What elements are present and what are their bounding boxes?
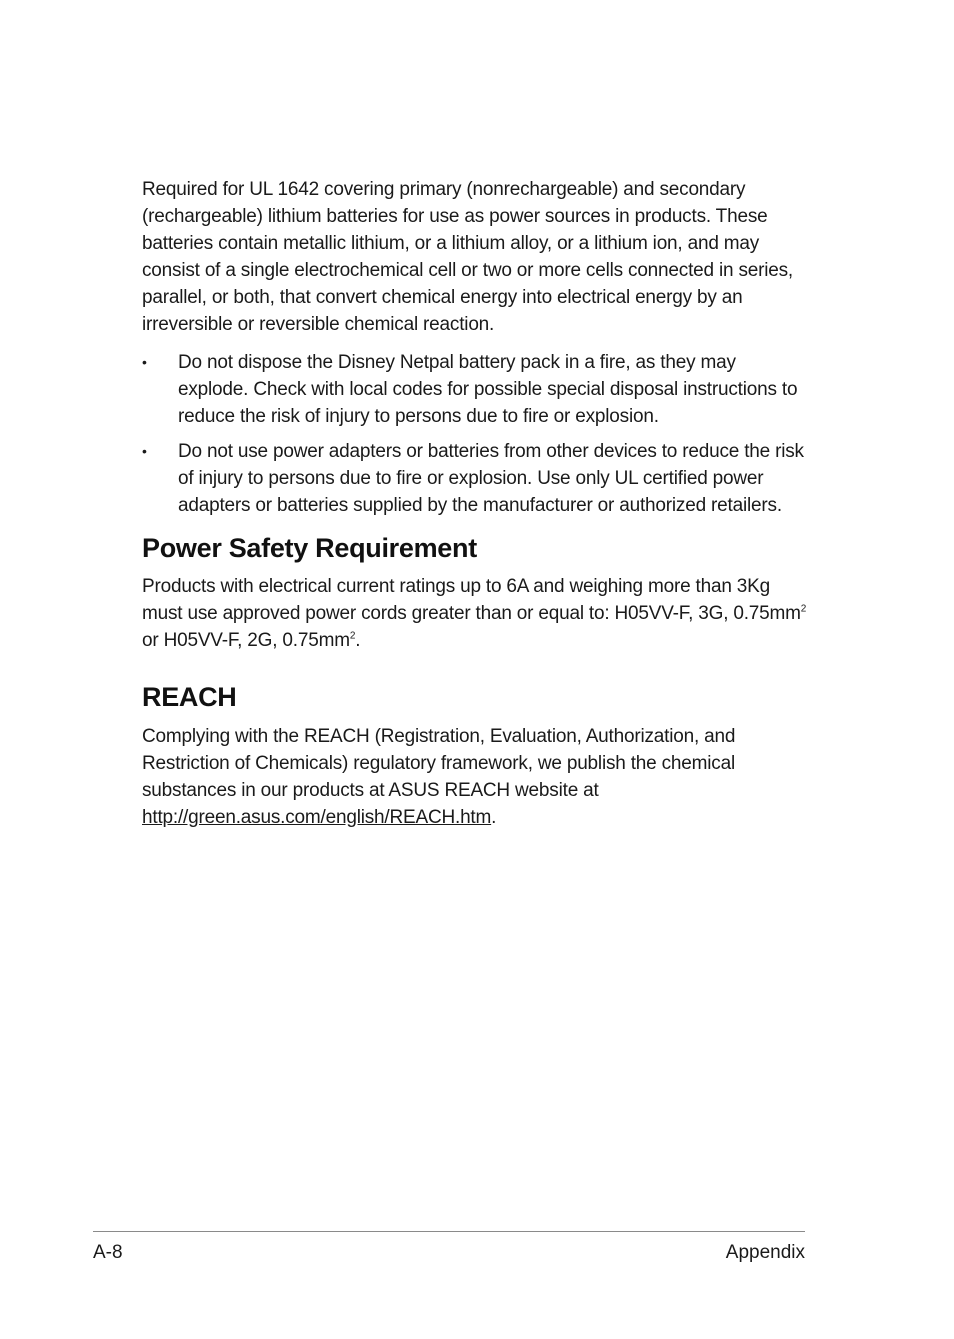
power-safety-text-a: Products with electrical current ratings up to 6A and weighing more than 3Kg must use approved power cords greater than or equal to: H05VV-F, 3G, 0.75mm <box>142 576 801 624</box>
bullet-icon: • <box>142 354 147 370</box>
superscript-a: 2 <box>800 603 807 615</box>
reach-paragraph <box>142 723 807 831</box>
reach-heading: REACH <box>142 682 237 712</box>
list-item <box>142 438 807 519</box>
power-safety-text-b: or H05VV-F, 2G, 0.75mm <box>142 630 350 651</box>
reach-website-link[interactable]: http://green.asus.com/english/REACH.htm <box>142 807 492 828</box>
page-content <box>142 176 807 831</box>
power-safety-paragraph <box>142 573 807 654</box>
footer-section-name: Appendix <box>725 1242 805 1263</box>
bullet-text: Do not use power adapters or batteries from other devices to reduce the risk of injury to persons due to fire or explosion. Use only UL certified power adapters or batteries supplied by the manufacturer or authorized retailers. <box>178 441 804 516</box>
superscript-b: 2 <box>349 630 356 642</box>
intro-paragraph: Required for UL 1642 covering primary (nonrechargeable) and secondary (rechargeable) lithium batteries for use as power sources in products. These batteries contain metallic lithium, or a lithium alloy, or a lithium ion, and may consist of a single electrochemical cell or two or more cells connected in series, parallel, or both, that convert chemical energy into electrical energy by an irreversible or reversible chemical reaction. <box>142 179 794 335</box>
footer-divider <box>93 1231 805 1232</box>
safety-bullet-list <box>142 349 807 519</box>
bullet-icon: • <box>142 443 147 459</box>
reach-text: Complying with the REACH (Registration, Evaluation, Authorization, and Restriction of Chemicals) regulatory framework, we publish the chemical substances in our products at ASUS REACH website at <box>142 726 736 801</box>
list-item <box>142 349 807 430</box>
reach-after-link: . <box>491 807 497 828</box>
bullet-text: Do not dispose the Disney Netpal battery pack in a fire, as they may explode. Check with local codes for possible special disposal instructions to reduce the risk of injury to persons due to fire or explosion. <box>178 352 798 427</box>
power-safety-text-c: . <box>355 630 361 651</box>
footer-page-number: A-8 <box>93 1242 123 1263</box>
power-safety-heading: Power Safety Requirement <box>142 533 477 563</box>
